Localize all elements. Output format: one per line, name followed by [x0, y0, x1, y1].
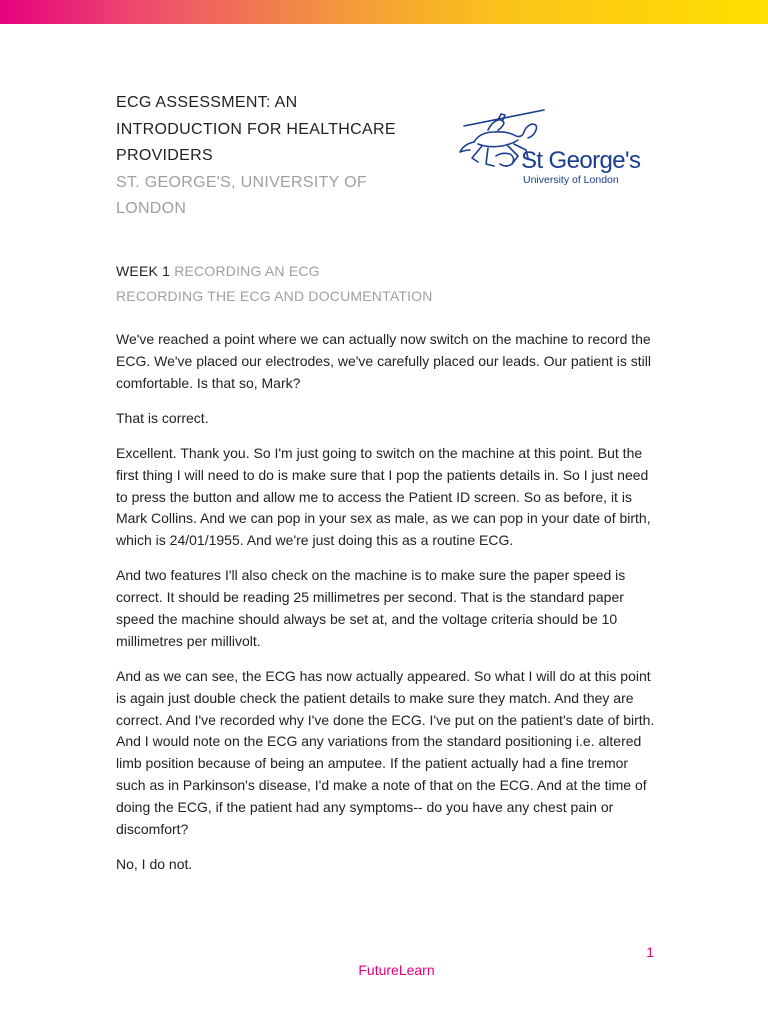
futurelearn-footer-brand: FutureLearn [358, 962, 435, 978]
title-line-3: PROVIDERS [116, 147, 213, 164]
document-title [116, 90, 446, 223]
step-title: RECORDING THE ECG AND DOCUMENTATION [116, 288, 433, 304]
institution-line-1: ST. GEORGE'S, UNIVERSITY OF [116, 173, 367, 191]
institution-line-2: LONDON [116, 200, 187, 217]
transcript-paragraph-3: Excellent. Thank you. So I'm just going to switch on the machine at this point. But the first thing I will need to do is make sure that I pop the patients details in. So I just need to press the button and allow me to access the Patient ID screen. So as before, it is Mark Collins. And we can pop in your sex as male, as we can pop in your date of birth, which is 24/01/1955. And we're just doing this as a routine ECG. [116, 444, 651, 549]
transcript-paragraph-5: And as we can see, the ECG has now actually appeared. So what I will do at this point is again just double check the patient details to make sure they match. And they are correct. And I've recorded why I've done the ECG. I've put on the patient's date of birth. And I would note on the ECG any variations from the standard positioning i.e. altered limb position because of being an amputee. If the patient actually had a fine tremor such as in Parkinson's disease, I'd make a note of that on the ECG. And at the time of doing the ECG, if the patient had any symptoms-- do you have any chest pain or discomfort? [116, 667, 655, 837]
title-line-2: INTRODUCTION FOR HEALTHCARE [116, 120, 396, 138]
transcript-paragraph-2: That is correct. [116, 409, 209, 426]
logo-wordmark: St George's [521, 147, 641, 174]
week-label: WEEK 1 [116, 263, 171, 279]
logo-subtitle: University of London [523, 174, 619, 186]
title-line-1: ECG ASSESSMENT: AN [116, 94, 298, 111]
week-topic: RECORDING AN ECG [174, 263, 320, 279]
transcript-paragraph-4: And two features I'll also check on the machine is to make sure the paper speed is correct. It should be reading 25 millimetres per second. That is the standard paper speed the machine should always be set at, and the voltage criteria should be 10 millimetres per millivolt. [116, 567, 626, 649]
page-number: 1 [646, 944, 654, 960]
top-gradient-bar [0, 0, 768, 24]
transcript-body [116, 329, 656, 889]
transcript-paragraph-6: No, I do not. [116, 855, 193, 872]
week-line [116, 259, 433, 284]
section-heading [116, 259, 433, 309]
transcript-paragraph-1: We've reached a point where we can actually now switch on the machine to record the ECG. We've placed our electrodes, we've carefully placed our leads. Our patient is still comfortable. Is that so, Mark? [116, 331, 652, 391]
